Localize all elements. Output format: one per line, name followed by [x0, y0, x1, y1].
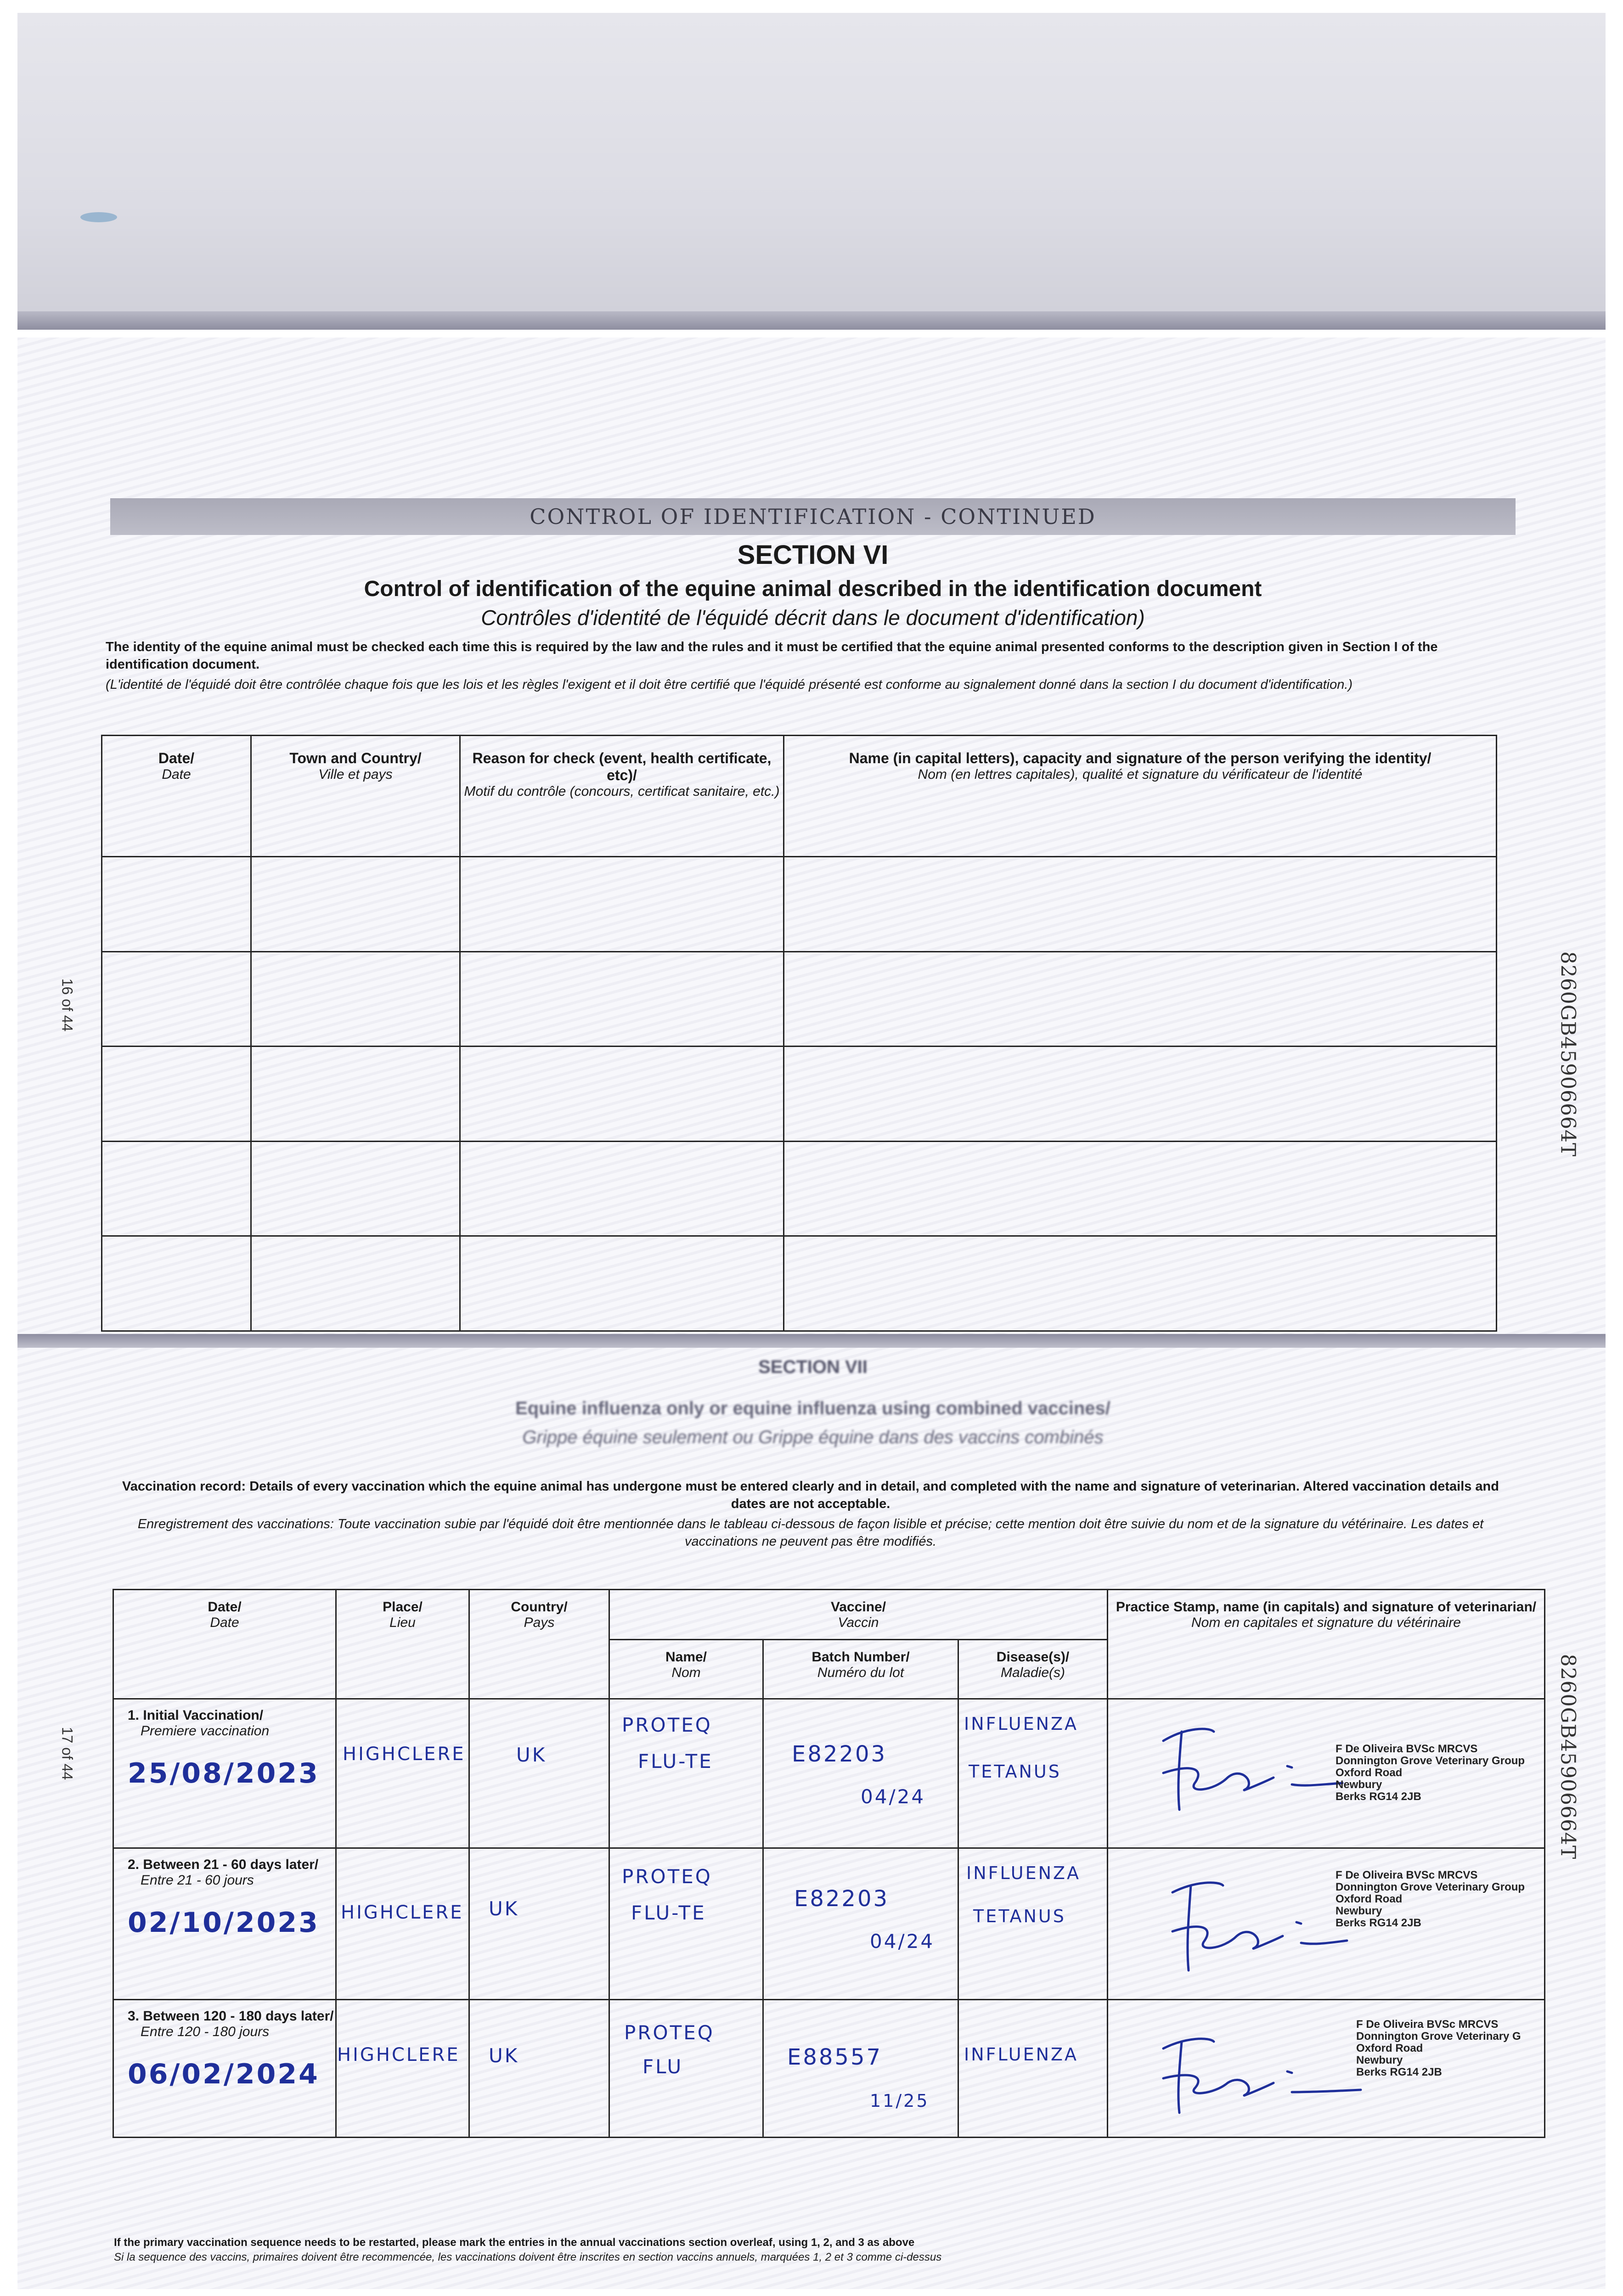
vaccination-intro-french: Enregistrement des vaccinations: Toute vaccination subie par l'équidé doit être mentionnée dans le tableau ci-dessous de façon lisible et précise; cette mention doit être suivie du nom et de la signature du vétérinaire. Les dates et vaccinations ne peuvent pas être modifiés.: [137, 1517, 1484, 1549]
footnote-french: Si la sequence des vaccins, primaires doivent être recommencée, les vaccinations doivent être inscrites en section vaccins annuels, marquées 1, 2 et 3 comme ci-dessus: [114, 2251, 942, 2263]
batch-cell: E82203 04/24: [763, 1699, 958, 1848]
col-date: Date/ Date: [102, 736, 251, 857]
title-french: Contrôles d'identité de l'équidé décrit dans le document d'identification): [481, 606, 1145, 630]
practice-stamp-cell: [1108, 2000, 1545, 2138]
handwritten-date: 02/10/2023: [128, 1907, 320, 1939]
col-disease: Disease(s)/ Maladie(s): [958, 1640, 1108, 1699]
vaccine-name-cell: PROTEQ FLU: [609, 2000, 763, 2138]
practice-stamp-cell: [1108, 1848, 1545, 2000]
identity-check-table: [101, 735, 1497, 1332]
intro-french: (L'identité de l'équidé doit être contrôlée chaque fois que les lois et les règles l'exigent et il doit être certifié que l'équidé présenté est conforme au signalement donné dans la section I du document d'identification.): [106, 677, 1353, 692]
vaccination-row-3: [113, 2000, 1545, 2138]
place-cell: HIGHCLERE: [336, 1699, 469, 1848]
table-row: [102, 951, 1497, 1047]
passport-code-upper: 8260GB45906664T: [1556, 951, 1580, 1157]
scan-background: [17, 13, 1606, 330]
col-country: Country/ Pays: [469, 1590, 609, 1699]
batch-cell: E82203 04/24: [763, 1848, 958, 2000]
col-practice-stamp: Practice Stamp, name (in capitals) and signature of veterinarian/ Nom en capitales et signature du vétérinaire: [1108, 1590, 1545, 1699]
section-vi-title: SECTION VI: [737, 540, 889, 570]
section-vii-title-french: Grippe équine seulement ou Grippe équine dans des vaccins combinés: [522, 1427, 1104, 1447]
section-banner: [110, 498, 1516, 535]
veterinary-stamp: F De Oliveira BVSc MRCVS Donnington Grove Veterinary Group Oxford Road Newbury Berks RG14 2JB: [1336, 1869, 1525, 1929]
passport-code-lower: 8260GB45906664T: [1556, 1654, 1580, 1860]
table-row: [102, 857, 1497, 952]
table-row: [102, 1141, 1497, 1236]
footnote-english: If the primary vaccination sequence needs to be restarted, please mark the entries in the annual vaccinations section overleaf, using 1, 2, and 3 as above: [114, 2236, 915, 2249]
col-batch-number: Batch Number/ Numéro du lot: [763, 1640, 958, 1699]
col-verifier: Name (in capital letters), capacity and signature of the person verifying the identity/ Nom (en lettres capitales), qualité et signature du vérificateur de l'identité: [784, 736, 1497, 857]
section-vii-title-english: Equine influenza only or equine influenza using combined vaccines/: [515, 1398, 1110, 1418]
veterinarian-signature: [1163, 1867, 1356, 1982]
col-vaccine-name: Name/ Nom: [609, 1640, 763, 1699]
vaccination-row-2: [113, 1848, 1545, 2000]
veterinarian-signature: [1154, 1713, 1347, 1823]
disease-cell: INFLUENZA TETANUS: [958, 1848, 1108, 2000]
country-cell: UK: [469, 2000, 609, 2138]
vaccination-date-cell: 1. Initial Vaccination/ Premiere vaccination 25/08/2023: [113, 1699, 336, 1848]
title-english: Control of identification of the equine animal described in the identification document: [364, 577, 1262, 601]
vaccination-date-cell: 2. Between 21 - 60 days later/ Entre 21 - 60 jours 02/10/2023: [113, 1848, 336, 2000]
col-vaccine: Vaccine/ Vaccin: [609, 1590, 1108, 1640]
table-row: [102, 1236, 1497, 1331]
vaccination-date-cell: 3. Between 120 - 180 days later/ Entre 120 - 180 jours 06/02/2024: [113, 2000, 336, 2138]
section-vii-title: SECTION VII: [758, 1357, 868, 1377]
batch-cell: E88557 11/25: [763, 2000, 958, 2138]
page-number-upper: 16 of 44: [59, 978, 76, 1032]
intro-english: The identity of the equine animal must be checked each time this is required by the law and the rules and it must be certified that the equine animal presented conforms to the description given in Section I of the identification document.: [106, 640, 1438, 672]
col-town: Town and Country/ Ville et pays: [251, 736, 460, 857]
practice-stamp-cell: [1108, 1699, 1545, 1848]
vaccine-name-cell: PROTEQ FLU-TE: [609, 1699, 763, 1848]
col-place: Place/ Lieu: [336, 1590, 469, 1699]
country-cell: UK: [469, 1699, 609, 1848]
handwritten-date: 06/02/2024: [128, 2058, 320, 2090]
vaccination-intro-english: Vaccination record: Details of every vaccination which the equine animal has undergone must be entered clearly and in detail, and completed with the name and signature of veterinarian. Altered vaccination details and dates are not acceptable.: [122, 1479, 1499, 1511]
veterinary-stamp: F De Oliveira BVSc MRCVS Donnington Grove Veterinary Group Oxford Road Newbury Berks RG14 2JB: [1336, 1743, 1525, 1803]
col-reason: Reason for check (event, health certificate, etc)/ Motif du contrôle (concours, certificat sanitaire, etc.): [460, 736, 784, 857]
col-date: Date/ Date: [113, 1590, 336, 1699]
veterinarian-signature: [1154, 2028, 1365, 2120]
place-cell: HIGHCLERE: [336, 1848, 469, 2000]
banner-text: CONTROL OF IDENTIFICATION - CONTINUED: [530, 504, 1096, 529]
place-cell: HIGHCLERE: [336, 2000, 469, 2138]
disease-cell: INFLUENZA TETANUS: [958, 1699, 1108, 1848]
country-cell: UK: [469, 1848, 609, 2000]
vaccination-table: [113, 1589, 1545, 2138]
page-number-lower: 17 of 44: [59, 1727, 76, 1780]
vaccination-row-1: [113, 1699, 1545, 1848]
handwritten-date: 25/08/2023: [128, 1757, 320, 1790]
page-fold: [17, 311, 1606, 330]
veterinary-stamp: F De Oliveira BVSc MRCVS Donnington Grove Veterinary G Oxford Road Newbury Berks RG14 2JB: [1356, 2018, 1521, 2078]
disease-cell: INFLUENZA: [958, 2000, 1108, 2138]
table-row: [102, 1047, 1497, 1142]
vaccine-name-cell: PROTEQ FLU-TE: [609, 1848, 763, 2000]
ink-mark: [80, 212, 117, 222]
